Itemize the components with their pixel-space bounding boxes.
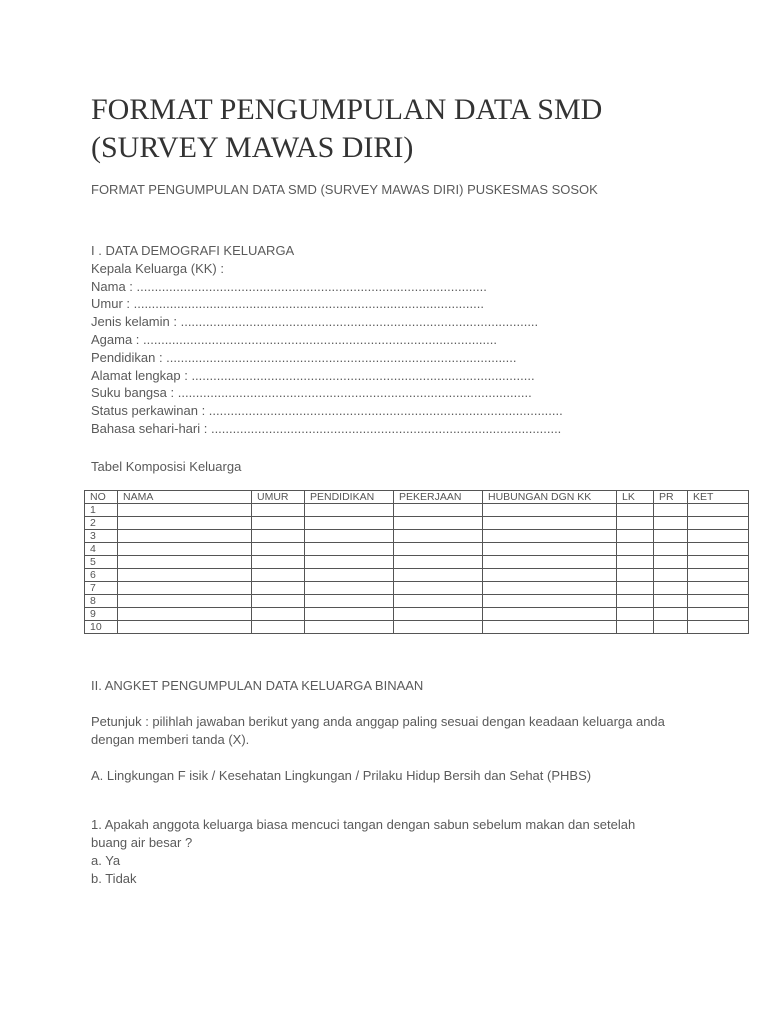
question-1-option-b: b. Tidak <box>91 871 137 886</box>
header-pendidikan: PENDIDIKAN <box>305 491 394 504</box>
question-1-option-a: a. Ya <box>91 853 121 868</box>
row-number: 9 <box>85 608 118 621</box>
field-pendidikan: Pendidikan : ................................................................................................. <box>91 349 517 365</box>
row-number: 5 <box>85 556 118 569</box>
table-row <box>85 569 749 582</box>
row-number: 6 <box>85 569 118 582</box>
table-cell <box>483 582 617 595</box>
table-cell <box>252 608 305 621</box>
table-cell <box>305 582 394 595</box>
field-suku-bangsa: Suku bangsa : .................................................................................................. <box>91 385 532 401</box>
table-cell <box>305 595 394 608</box>
table-cell <box>688 504 749 517</box>
row-number: 8 <box>85 595 118 608</box>
field-agama: Agama : .................................................................................................. <box>91 331 497 347</box>
table-cell <box>394 504 483 517</box>
header-ket: KET <box>688 491 749 504</box>
table-cell <box>118 517 252 530</box>
table-cell <box>617 595 654 608</box>
table-cell <box>617 517 654 530</box>
section-a-heading: A. Lingkungan F isik / Kesehatan Lingkungan / Prilaku Hidup Bersih dan Sehat (PHBS) <box>91 768 592 783</box>
table-cell <box>305 569 394 582</box>
table-cell <box>305 543 394 556</box>
row-number: 2 <box>85 517 118 530</box>
table-cell <box>654 530 688 543</box>
field-alamat-lengkap: Alamat lengkap : ............................................................................................... <box>91 367 535 383</box>
table-row <box>85 608 749 621</box>
row-number: 7 <box>85 582 118 595</box>
table-cell <box>654 608 688 621</box>
kk-label: Kepala Keluarga (KK) : <box>91 260 224 276</box>
question-1-text-line-2: buang air besar ? <box>91 835 193 850</box>
table-cell <box>483 504 617 517</box>
document-title-line-2: (SURVEY MAWAS DIRI) <box>91 131 414 164</box>
row-number: 4 <box>85 543 118 556</box>
table-cell <box>394 569 483 582</box>
table-cell <box>654 582 688 595</box>
table-cell <box>617 582 654 595</box>
table-cell <box>394 621 483 634</box>
table-cell <box>617 543 654 556</box>
table-cell <box>483 595 617 608</box>
table-cell <box>252 621 305 634</box>
table-cell <box>617 504 654 517</box>
instructions-line-1: Petunjuk : pilihlah jawaban berikut yang anda anggap paling sesuai dengan keadaan keluarga anda <box>91 714 665 729</box>
document-subtitle: FORMAT PENGUMPULAN DATA SMD (SURVEY MAWAS DIRI) PUSKESMAS SOSOK <box>91 182 598 197</box>
table-cell <box>483 556 617 569</box>
table-cell <box>483 517 617 530</box>
table-row <box>85 621 749 634</box>
demographic-section <box>91 242 563 438</box>
table-cell <box>688 569 749 582</box>
question-1-text-line-1: 1. Apakah anggota keluarga biasa mencuci tangan dengan sabun sebelum makan dan setelah <box>91 817 636 832</box>
table-row <box>85 530 749 543</box>
table-cell <box>483 608 617 621</box>
table-cell <box>483 543 617 556</box>
header-no: NO <box>85 491 118 504</box>
family-composition-table <box>84 490 749 634</box>
row-number: 3 <box>85 530 118 543</box>
demographic-heading: I . DATA DEMOGRAFI KELUARGA <box>91 243 295 258</box>
document-title-line-1: FORMAT PENGUMPULAN DATA SMD <box>91 93 603 126</box>
field-umur: Umur : ................................................................................................. <box>91 296 484 312</box>
table-cell <box>305 556 394 569</box>
table-cell <box>394 595 483 608</box>
table-cell <box>654 543 688 556</box>
table-cell <box>654 556 688 569</box>
table-cell <box>617 621 654 634</box>
header-hubungan: HUBUNGAN DGN KK <box>483 491 617 504</box>
table-cell <box>118 582 252 595</box>
row-number: 10 <box>85 621 118 634</box>
table-cell <box>688 582 749 595</box>
table-cell <box>688 530 749 543</box>
table-cell <box>654 595 688 608</box>
table-cell <box>305 504 394 517</box>
table-cell <box>688 621 749 634</box>
header-pr: PR <box>654 491 688 504</box>
table-cell <box>118 569 252 582</box>
header-lk: LK <box>617 491 654 504</box>
table-cell <box>617 530 654 543</box>
table-cell <box>394 582 483 595</box>
table-cell <box>688 556 749 569</box>
table-cell <box>394 556 483 569</box>
field-jenis-kelamin: Jenis kelamin : ................................................................................................... <box>91 314 539 330</box>
table-cell <box>118 621 252 634</box>
table-cell <box>483 530 617 543</box>
table-cell <box>252 504 305 517</box>
table-cell <box>654 569 688 582</box>
table-cell <box>394 517 483 530</box>
table-cell <box>394 543 483 556</box>
table-cell <box>252 517 305 530</box>
table-cell <box>118 608 252 621</box>
table-cell <box>654 504 688 517</box>
table-cell <box>394 608 483 621</box>
table-row <box>85 556 749 569</box>
table-cell <box>305 530 394 543</box>
instructions-line-2: dengan memberi tanda (X). <box>91 732 250 747</box>
table-cell <box>483 621 617 634</box>
table-cell <box>688 517 749 530</box>
table-cell <box>252 595 305 608</box>
table-row <box>85 543 749 556</box>
table-body <box>85 504 749 634</box>
table-cell <box>305 517 394 530</box>
table-cell <box>252 530 305 543</box>
section-2-heading: II. ANGKET PENGUMPULAN DATA KELUARGA BINAAN <box>91 678 424 693</box>
table-cell <box>654 621 688 634</box>
table-cell <box>688 595 749 608</box>
table-header-row <box>85 491 749 504</box>
document-title <box>91 91 731 167</box>
field-bahasa-sehari-hari: Bahasa sehari-hari : ................................................................................................. <box>91 420 562 436</box>
field-nama: Nama : ................................................................................................. <box>91 278 487 294</box>
table-row <box>85 504 749 517</box>
question-1 <box>91 816 635 888</box>
table-cell <box>688 543 749 556</box>
table-cell <box>617 556 654 569</box>
table-cell <box>252 569 305 582</box>
table-cell <box>305 608 394 621</box>
table-row <box>85 595 749 608</box>
table-row <box>85 582 749 595</box>
header-nama: NAMA <box>118 491 252 504</box>
table-cell <box>617 608 654 621</box>
table-cell <box>688 608 749 621</box>
table-cell <box>654 517 688 530</box>
field-status-perkawinan: Status perkawinan : .................................................................................................. <box>91 403 563 419</box>
table-cell <box>617 569 654 582</box>
table-cell <box>118 556 252 569</box>
instructions <box>91 713 731 749</box>
table-cell <box>252 582 305 595</box>
table-row <box>85 517 749 530</box>
table-cell <box>252 543 305 556</box>
table-cell <box>305 621 394 634</box>
header-umur: UMUR <box>252 491 305 504</box>
table-cell <box>118 595 252 608</box>
table-title: Tabel Komposisi Keluarga <box>91 459 242 474</box>
row-number: 1 <box>85 504 118 517</box>
header-pekerjaan: PEKERJAAN <box>394 491 483 504</box>
table-cell <box>118 504 252 517</box>
table-cell <box>252 556 305 569</box>
table-cell <box>118 543 252 556</box>
table-cell <box>118 530 252 543</box>
table-cell <box>483 569 617 582</box>
table-cell <box>394 530 483 543</box>
